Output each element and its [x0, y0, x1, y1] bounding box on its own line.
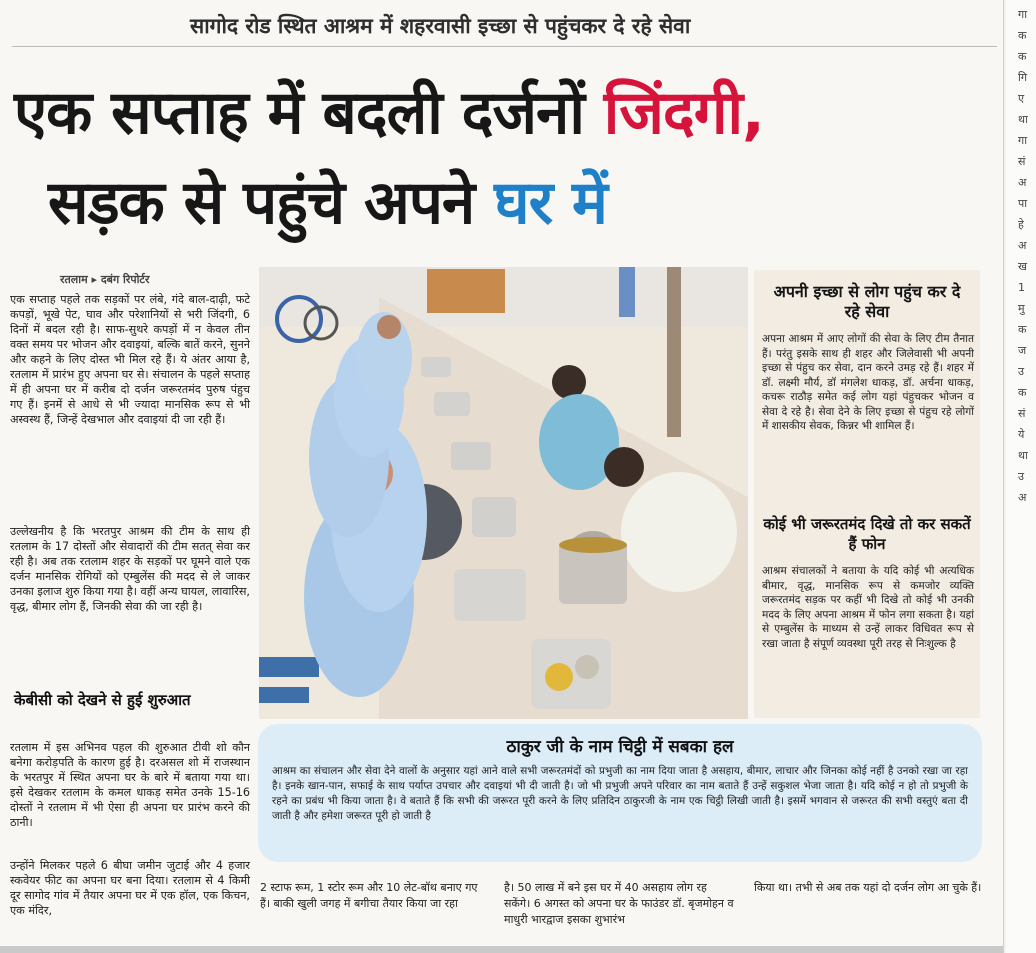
main-headline-line-2 — [48, 168, 607, 238]
adjacent-page-text: मु — [1018, 302, 1025, 315]
article-paragraph-4: उन्होंने मिलकर पहले 6 बीघा जमीन जुटाई और 4 हजार स्कवेयर फीट का अपना घर बना दिया। रतलाम से 4 किमी दूर सागोद गांव में तैयार अपना घर में एक हॉल, एक किचन, एक मंदिर, — [10, 859, 250, 917]
adjacent-page-text: गा — [1018, 134, 1028, 147]
headline-highlight-blue: घर में — [494, 168, 607, 238]
sidebar-box — [754, 270, 980, 718]
adjacent-page-text: ए — [1018, 92, 1025, 105]
adjacent-page-text: उ — [1018, 470, 1025, 483]
adjacent-page-text: क — [1018, 386, 1027, 399]
divider — [12, 46, 997, 47]
headline-text: सड़क से पहुंचे अपने — [48, 168, 495, 238]
highlight-box-title: ठाकुर जी के नाम चिट्ठी में सबका हल — [506, 737, 734, 757]
bottom-column-1: 2 स्टाफ रूम, 1 स्टोर रूम और 10 लेट-बॉथ बनाए गए हैं। बाकी खुली जगह में बगीचा तैयार किया जा रहा — [260, 881, 478, 910]
adjacent-page-text: था — [1018, 449, 1028, 462]
adjacent-page-text: सं — [1018, 407, 1026, 420]
adjacent-page-text: क — [1018, 323, 1027, 336]
article-paragraph-2: उल्लेखनीय है कि भरतपुर आश्रम की टीम के साथ ही रतलाम के 17 दोस्तों और सेवादारों की टीम सतत् सेवा कर रही है। अब तक रतलाम शहर के सड़कों पर घूमने वाले एक दर्जन मानसिक रोगियों को एम्बुलेंस की मदद से ले जाकर उनका इलाज शुरु किया गया है। वहीं अन्य घायल, लावारिस, वृद्ध, बीमार लोग हैं, जिनकी सेवा की जा रही है। — [10, 525, 250, 613]
adjacent-page-text: ज — [1018, 344, 1027, 357]
adjacent-page-text: अ — [1018, 239, 1027, 252]
adjacent-page-text: 1 — [1018, 281, 1025, 294]
highlight-box-text: आश्रम का संचालन और सेवा देने वालों के अनुसार यहां आने वाले सभी जरूरतमंदों को प्रभुजी का नाम दिया जाता है असहाय, बीमार, लाचार और जिनका कोई नहीं है उनको रखा जा रहा है। इनके खान-पान, सफाई के साथ पर्याप्त उपचार और दवाइयां भी दी जाती है। जो भी प्रभुजी अपने परिवार का नाम बताते हैं उन्हें सकुशल भेजा जाता है। यदि कोई न हो तो प्रभुजी के रहने का प्रबंध भी किया जाता है। वे बताते हैं कि सभी की जरूरत पूरी करने के लिए प्रतिदिन ठाकुरजी के नाम एक चिट्ठी लिखी जाती है। इसमें भगवान से जरूरत की सभी वस्तुएं बता दी जाती है और हमेशा जरूरत पूरी हो जाती है — [272, 765, 968, 822]
photo-illustration — [259, 267, 748, 719]
adjacent-page-strip — [1006, 0, 1036, 953]
main-headline-line-1 — [14, 78, 764, 148]
article-paragraph-1: एक सप्ताह पहले तक सड़कों पर लंबे, गंदे बाल-दाढ़ी, फटे कपड़ों, भूखे पेट, घाव और परेशानियों से भरी जिंदगी, 6 दिनों में बदल रही है। साफ-सुथरे कपड़ों में न केवल तीन वक्त समय पर भोजन और दवाइयां, बल्कि बातें करने, सुनने और कहने के लिए दोस्त भी मिल रहे हैं। ये अंतर आया है, रतलाम में प्रारंभ हुए अपना घर से। संचालन के पहले सप्ताह में ही अपना घर में करीब दो दर्जन जरूरतमंद पुरुष पंहुच गए हैं। इनमें से आधे से भी ज्यादा मानसिक रूप से भी अस्वस्थ हैं, जिन्हें देखभाल और दवाइयां दी जा रही हैं। — [10, 293, 250, 426]
sidebar-text-2: आश्रम संचालकों ने बताया के यदि कोई भी अत्यधिक बीमार, वृद्ध, मानसिक रूप से कमजोर व्यक्ति जरूरतमंद सड़क पर कहीं भी दिखे तो कोई भी उनकी मदद के लिए अपना आश्रम में फोन लगा सकता है। यहां से एम्बुलेंस के माध्यम से उन्हें लाकर विधिवत रूप से रखा जाता है संपूर्ण व्यवस्था पूरी तरह से निःशुल्क है — [762, 565, 974, 650]
bottom-column-3: किया था। तभी से अब तक यहां दो दर्जन लोग आ चुके हैं। — [754, 881, 982, 894]
kicker-headline: सागोद रोड स्थित आश्रम में शहरवासी इच्छा से पहुंचकर दे रहे सेवा — [190, 14, 691, 38]
news-photo — [259, 267, 748, 719]
sidebar-title-1: अपनी इच्छा से लोग पहुंच कर दे रहे सेवा — [773, 282, 961, 321]
adjacent-page-text: क — [1018, 29, 1027, 42]
subheading-kbc: केबीसी को देखने से हुई शुरुआत — [14, 691, 191, 709]
sidebar-title-2: कोई भी जरूरतमंद दिखे तो कर सकतें हैं फोन — [763, 515, 971, 553]
adjacent-page-text: अ — [1018, 176, 1027, 189]
byline: रतलाम ▸ दबंग रिपोर्टर — [60, 273, 150, 286]
headline-text: एक सप्ताह में बदली दर्जनों — [14, 78, 604, 148]
adjacent-page-text: सं — [1018, 155, 1026, 168]
adjacent-page-text: उ — [1018, 365, 1025, 378]
adjacent-page-text: था — [1018, 113, 1028, 126]
adjacent-page-text: क — [1018, 50, 1027, 63]
adjacent-page-text: पा — [1018, 197, 1028, 210]
adjacent-page-text: हे — [1018, 218, 1024, 231]
headline-highlight-red: जिंदगी, — [603, 78, 764, 148]
adjacent-page-text: ख — [1018, 260, 1027, 273]
bottom-column-2: है। 50 लाख में बने इस घर में 40 असहाय लोग रह सकेंगे। 6 अगस्त को अपना घर के फाउंडर डॉ. बृजमोहन व माधुरी भारद्वाज इसका शुभारंभ — [504, 881, 734, 926]
adjacent-page-text: गि — [1018, 71, 1028, 84]
adjacent-page-text: गा — [1018, 8, 1028, 21]
adjacent-page-text: अ — [1018, 491, 1027, 504]
sidebar-text-1: अपना आश्रम में आए लोगों की सेवा के लिए टीम तैनात हैं। परंतु इसके साथ ही शहर और जिलेवासी भी अपनी इच्छा से पंहुच कर सेवा, दान करने उमड़ रहे हैं। शहर में डॉ. लक्ष्मी मौर्य, डॉ मंगलेश धाकड़, डॉ. अर्चना धाकड़, कचरू राठौड़ समेत कई लोग यहां पंहुचकर भोजन व सेवा दे रहे है। सेवा देने के लिए इच्छा से पंहुच रहे लोगों में शासकीय सेवक, किन्नर भी शामिल हैं। — [762, 333, 974, 432]
highlight-box — [258, 724, 982, 862]
article-paragraph-3: रतलाम में इस अभिनव पहल की शुरुआत टीवी शो कौन बनेगा करोड़पति के कारण हुई है। दरअसल शो में राजस्थान के भरतपुर में स्थित अपना घर के बारे में बताया गया था। इसे देखकर रतलाम के कमल धाकड़ समेत उनके 15-16 दोस्तों ने रतलाम में भी ऐसा ही अपना घर प्रारंभ करने की ठानी। — [10, 741, 250, 829]
bottom-border — [0, 946, 1003, 953]
adjacent-page-text: ये — [1018, 428, 1025, 441]
